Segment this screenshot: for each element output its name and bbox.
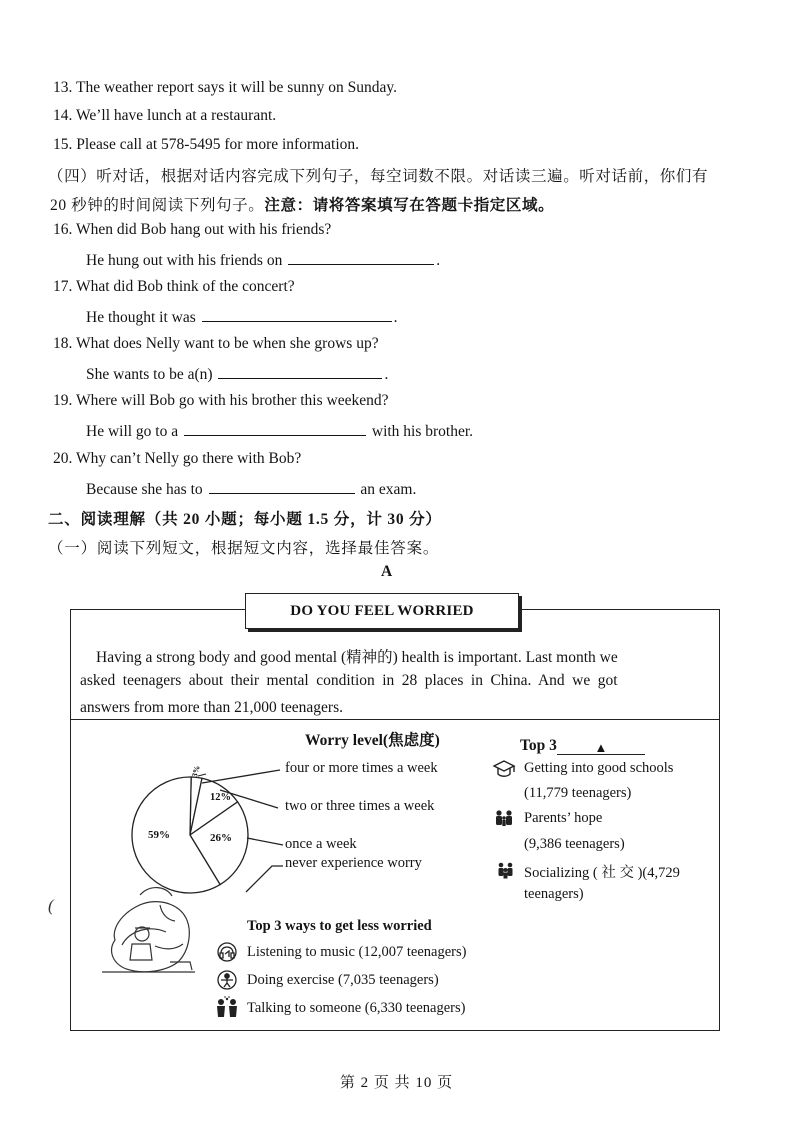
passage-label: A: [381, 563, 393, 580]
headphones-icon: [218, 943, 236, 961]
question-14: 14. We’ll have lunch at a restaurant.: [53, 107, 277, 124]
intro-line-1: Having a strong body and good mental (精神的) health is important. Last month we: [96, 649, 618, 666]
top3-item-2-line1: Parents’ hope: [524, 810, 603, 826]
answer-20-suffix: an exam.: [360, 481, 417, 498]
legend-never: never experience worry: [285, 855, 422, 871]
slice-label-once: 26%: [210, 832, 232, 844]
graduation-cap-icon: [494, 761, 514, 776]
part4-instruction-note: 注意：请将答案填写在答题卡指定区域。: [264, 197, 555, 214]
question-17: 17. What did Bob think of the concert?: [53, 278, 295, 295]
legend-once: once a week: [285, 836, 357, 852]
answer-16-prefix: He hung out with his friends on: [86, 252, 283, 269]
answer-19-prefix: He will go to a: [86, 423, 179, 440]
legend-four-or-more: four or more times a week: [285, 760, 438, 776]
intro-line-2: asked teenagers about their mental condition in 28 places in China. And we got: [80, 672, 618, 689]
answer-16-suffix: .: [436, 252, 441, 269]
question-19: 19. Where will Bob go with his brother this weekend?: [53, 392, 389, 409]
top3-item-1-line2: (11,779 teenagers): [524, 785, 632, 801]
question-15: 15. Please call at 578-5495 for more information.: [53, 136, 360, 153]
question-16: 16. When did Bob hang out with his friends?: [53, 221, 332, 238]
exercise-icon: [218, 971, 236, 989]
top3-title-text: Top 3: [520, 737, 557, 754]
legend-two-three: two or three times a week: [285, 798, 435, 814]
chart-title: Worry level(焦虑度): [305, 732, 440, 749]
top3-item-1-line1: Getting into good schools: [524, 760, 674, 776]
top3-item-3-line2: teenagers): [524, 886, 584, 902]
way-item-3: Talking to someone (6,330 teenagers): [247, 1000, 466, 1016]
question-20: 20. Why can’t Nelly go there with Bob?: [53, 450, 302, 467]
leader-line-four-or-more: [202, 770, 280, 783]
leader-line-never: [246, 866, 283, 892]
question-18: 18. What does Nelly want to be when she grows up?: [53, 335, 379, 352]
top3-item-3-line1: Socializing ( 社 交 )(4,729: [524, 865, 680, 881]
answer-20-prefix: Because she has to: [86, 481, 203, 498]
slice-label-never: 59%: [148, 829, 170, 841]
part4-instruction-line1: （四）听对话，根据对话内容完成下列句子，每空词数不限。对话读三遍。听对话前，你们有: [48, 168, 709, 185]
reading-section-title: 二、阅读理解（共 20 小题；每小题 1.5 分，计 30 分）: [48, 511, 442, 528]
worried-person-illustration: [102, 888, 195, 972]
way-item-1: Listening to music (12,007 teenagers): [247, 944, 467, 960]
page-footer: 第 2 页 共 10 页: [339, 1075, 454, 1091]
top3-triangle-mark: ▲: [594, 740, 608, 755]
margin-mark: (: [48, 896, 54, 915]
way-item-2: Doing exercise (7,035 teenagers): [247, 972, 439, 988]
people-group-icon: [499, 863, 513, 879]
answer-17-suffix: .: [393, 309, 398, 326]
leader-line-once: [247, 838, 283, 845]
answer-17-prefix: He thought it was: [86, 309, 196, 326]
reading-subtitle: （一）阅读下列短文，根据短文内容，选择最佳答案。: [48, 540, 440, 557]
question-13: 13. The weather report says it will be sunny on Sunday.: [53, 79, 397, 96]
part4-instruction-text: 20 秒钟的时间阅读下列句子。: [50, 197, 265, 214]
answer-19-suffix: with his brother.: [371, 423, 474, 440]
answer-18-prefix: She wants to be a(n): [86, 366, 213, 383]
parents-icon: [496, 810, 512, 826]
intro-line-3: answers from more than 21,000 teenagers.: [80, 699, 343, 716]
talking-people-icon: [217, 996, 237, 1017]
slice-label-two-three: 12%: [210, 792, 231, 803]
slice-label-four-or-more: 3%: [190, 764, 202, 779]
passage-title: DO YOU FEEL WORRIED: [245, 593, 519, 629]
ways-title: Top 3 ways to get less worried: [247, 918, 432, 934]
top3-blank[interactable]: [557, 742, 645, 755]
top3-title: [520, 737, 645, 755]
top3-item-2-line2: (9,386 teenagers): [524, 836, 625, 852]
answer-18-suffix: .: [384, 366, 389, 383]
